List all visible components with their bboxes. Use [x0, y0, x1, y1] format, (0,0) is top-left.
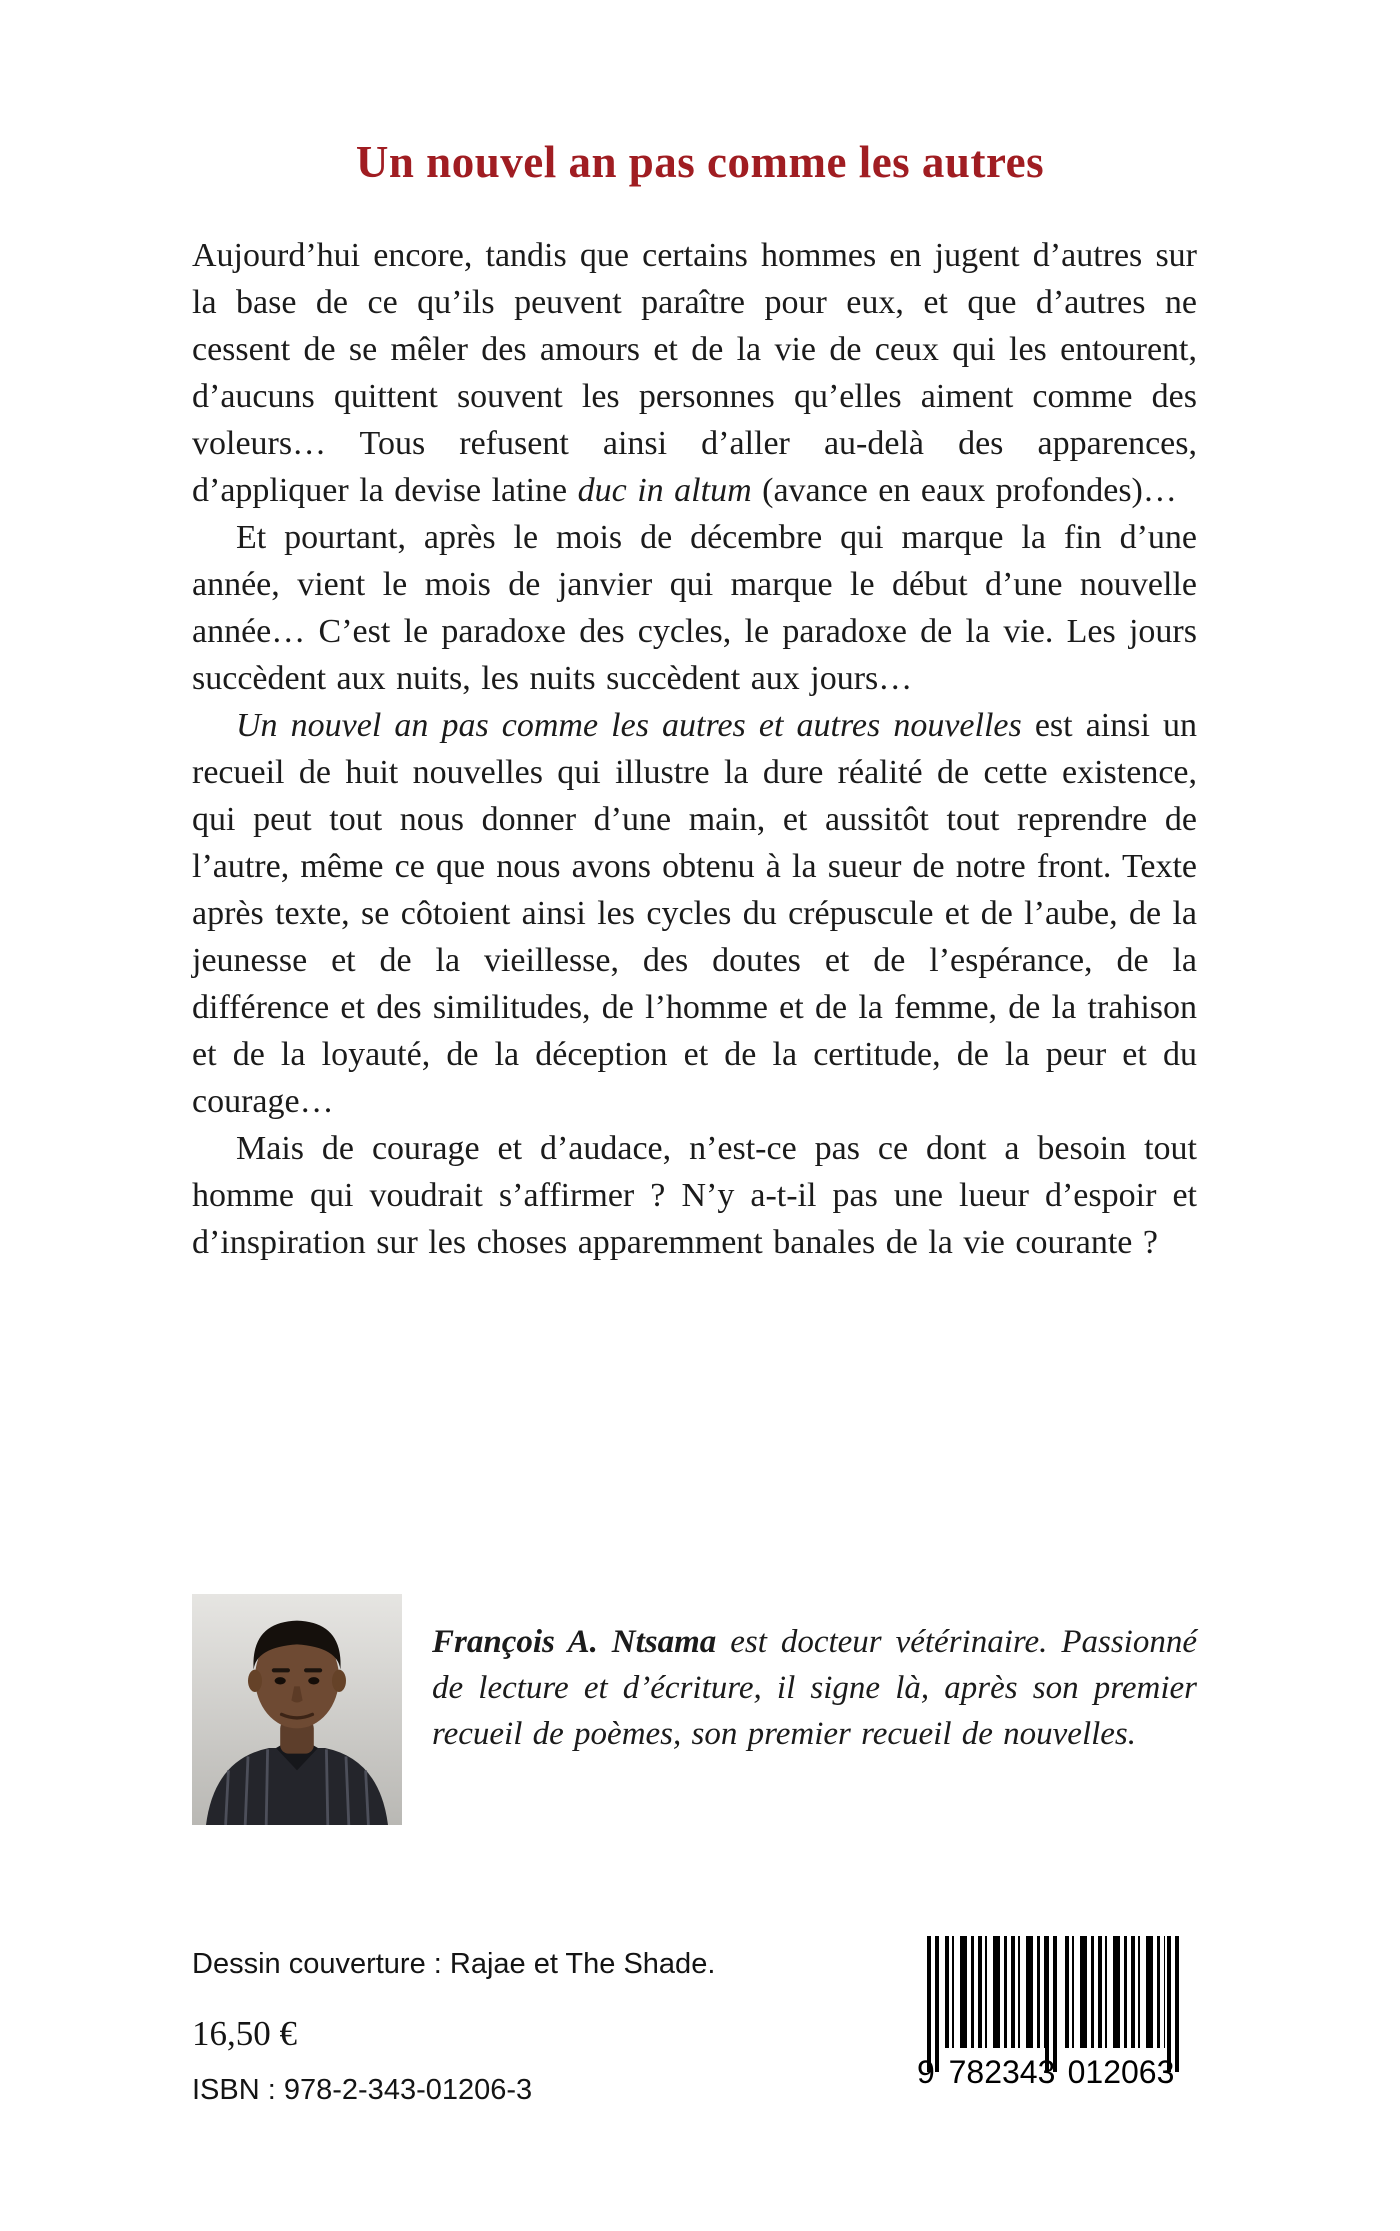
synopsis-p1-latin-phrase: duc in altum	[577, 472, 752, 509]
author-bio-text: est docteur vétérinaire. Passionné de lecture et d’écriture, il signe là, après son premier recueil de poèmes, son premier recueil de nouvelles.	[432, 1624, 1197, 1752]
author-photo	[192, 1594, 402, 1825]
barcode-lead-digit: 9	[917, 2054, 935, 2090]
author-name: François A. Ntsama	[432, 1624, 717, 1660]
price: 16,50 €	[192, 2014, 297, 2053]
synopsis-p1-text-end: (avance en eaux profondes)…	[751, 472, 1177, 509]
synopsis-p1-text: Aujourd’hui encore, tandis que certains hommes en jugent d’autres sur la base de ce qu’ils peuvent paraître pour eux, et que d’autres ne cessent de se mêler des amours et de la vie de ceux qui les entourent, d’aucuns quittent souvent les personnes qu’elles aiment comme des voleurs… Tous refusent ainsi d’aller au-delà des apparences, d’appliquer la devise latine	[192, 237, 1197, 509]
author-section	[192, 1586, 1197, 1790]
synopsis-paragraph-2: Et pourtant, après le mois de décembre qui marque la fin d’une année, vient le mois de janvier qui marque le début d’une nouvelle année… C’est le paradoxe des cycles, le paradoxe de la vie. Les jours succèdent aux nuits, les nuits succèdent aux jours…	[192, 519, 1197, 697]
book-title: Un nouvel an pas comme les autres	[355, 137, 1045, 188]
synopsis-paragraph-3	[192, 702, 1197, 1125]
barcode-guard-right	[1167, 1936, 1179, 2072]
barcode-bars-left	[945, 1936, 1045, 2048]
synopsis-p3-text: est ainsi un recueil de huit nouvelles qui illustre la dure réalité de cette existence, qui peut tout nous donner d’une main, et aussitôt tout reprendre de l’autre, même ce que nous avons obtenu à la sueur de notre front. Texte après texte, se côtoient ainsi les cycles du crépuscule et de l’aube, de la jeunesse et de la vieillesse, des doutes et de l’espérance, de la différence et des similitudes, de l’homme et de la femme, de la trahison et de la loyauté, de la déception et de la certitude, de la peur et du courage…	[192, 707, 1197, 1120]
ean13-barcode	[917, 1936, 1185, 2098]
synopsis-paragraph-4: Mais de courage et d’audace, n’est-ce pas ce dont a besoin tout homme qui voudrait s’affirmer ? N’y a-t-il pas une lueur d’espoir et d’inspiration sur les choses apparemment banales de la vie courante ?	[192, 1130, 1197, 1261]
barcode-bars-right	[1065, 1936, 1165, 2048]
barcode-group-2: 012063	[1067, 2054, 1175, 2090]
synopsis-p3-book-name: Un nouvel an pas comme les autres et autres nouvelles	[236, 707, 1022, 744]
isbn: ISBN : 978-2-343-01206-3	[192, 2074, 533, 2106]
synopsis-paragraph-1	[192, 232, 1197, 514]
barcode-digits	[917, 2054, 1185, 2091]
barcode-guard-left	[927, 1936, 939, 2072]
barcode-guard-center	[1045, 1936, 1057, 2072]
synopsis	[192, 232, 1197, 1266]
cover-credit: Dessin couverture : Rajae et The Shade.	[192, 1948, 716, 1980]
barcode-group-1: 782343	[948, 2054, 1056, 2090]
author-bio	[432, 1619, 1197, 1757]
